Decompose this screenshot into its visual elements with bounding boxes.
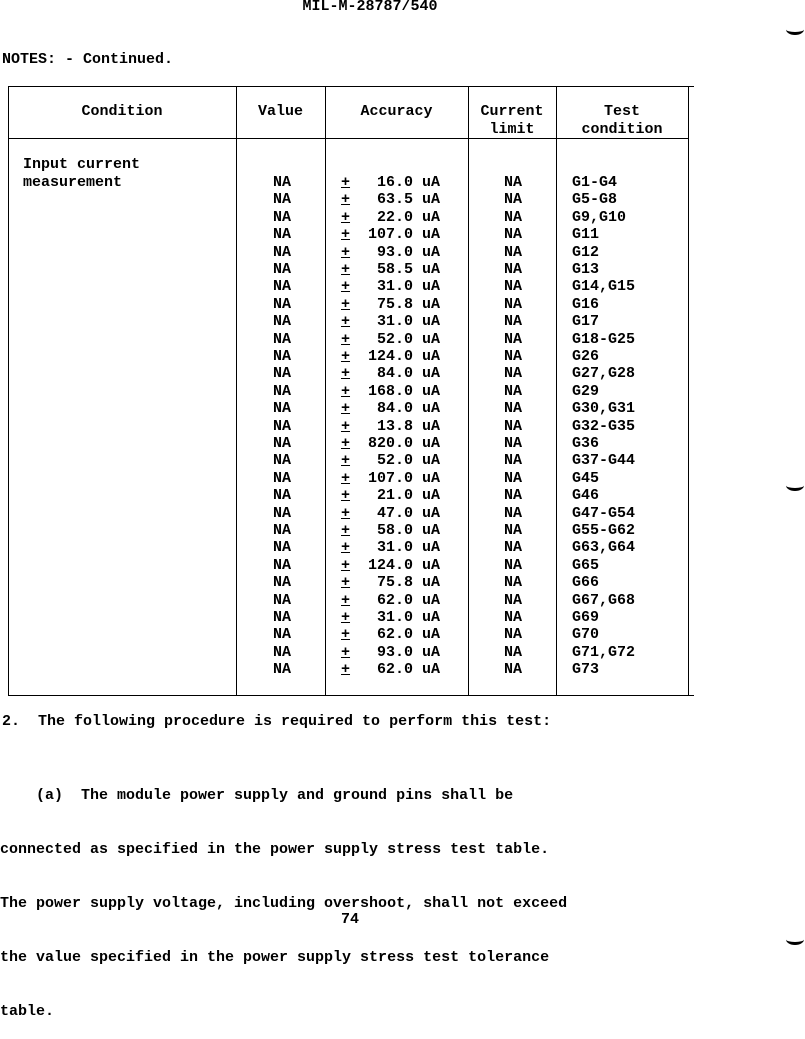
plus-minus-sign: + xyxy=(341,365,351,383)
value-cell: NA xyxy=(272,609,291,626)
current-limit-cell: NA xyxy=(503,574,522,592)
plus-minus-sign: + xyxy=(341,348,351,365)
value-cell: NA xyxy=(272,295,291,313)
accuracy-cell: 124.0 uA xyxy=(367,348,440,365)
test-condition-cell: G13 xyxy=(572,261,600,278)
input-current-table xyxy=(8,86,694,696)
scan-edge-mark xyxy=(786,480,804,491)
current-limit-cell: NA xyxy=(503,174,522,191)
plus-minus-sign: + xyxy=(341,278,351,296)
accuracy-cell: 75.8 uA xyxy=(376,574,440,592)
test-condition-cell: G37-G44 xyxy=(572,452,636,470)
plus-minus-sign: + xyxy=(341,574,351,592)
accuracy-cell: 21.0 uA xyxy=(376,487,440,505)
accuracy-cell: 47.0 uA xyxy=(376,504,440,522)
test-condition-cell: G45 xyxy=(572,469,600,487)
accuracy-cell: 58.0 uA xyxy=(376,522,440,539)
table-row xyxy=(8,174,694,191)
test-condition-cell: G14,G15 xyxy=(572,278,636,296)
table-row xyxy=(8,209,694,226)
value-cell: NA xyxy=(272,348,291,365)
accuracy-cell: 63.5 uA xyxy=(376,191,440,209)
value-cell: NA xyxy=(272,643,291,661)
plus-minus-sign: + xyxy=(341,435,351,452)
current-limit-cell: NA xyxy=(503,208,522,226)
current-limit-cell: NA xyxy=(503,365,522,383)
current-limit-cell: NA xyxy=(503,539,522,557)
accuracy-cell: 107.0 uA xyxy=(367,469,440,487)
table-row xyxy=(8,418,694,435)
current-limit-cell: NA xyxy=(503,417,522,435)
accuracy-cell: 84.0 uA xyxy=(376,365,440,383)
table-row xyxy=(8,574,694,591)
current-limit-cell: NA xyxy=(503,522,522,539)
table-row xyxy=(8,278,694,295)
procedure-intro: 2. The following procedure is required to perform this test: xyxy=(2,713,552,730)
plus-minus-sign: + xyxy=(341,382,351,400)
paragraph-line-4: the value specified in the power supply stress test tolerance xyxy=(0,949,550,966)
table-row xyxy=(8,244,694,261)
table-top-border xyxy=(8,86,694,87)
accuracy-cell: 107.0 uA xyxy=(367,226,440,244)
accuracy-cell: 52.0 uA xyxy=(376,452,440,470)
plus-minus-sign: + xyxy=(341,226,351,244)
plus-minus-sign: + xyxy=(341,539,351,557)
table-bottom-border xyxy=(8,695,694,696)
value-cell: NA xyxy=(272,191,291,209)
current-limit-cell: NA xyxy=(503,348,522,365)
plus-minus-sign: + xyxy=(341,417,351,435)
current-limit-cell: NA xyxy=(503,609,522,626)
paragraph-line-5: table. xyxy=(0,1003,55,1020)
current-limit-cell: NA xyxy=(503,382,522,400)
current-limit-cell: NA xyxy=(503,435,522,452)
plus-minus-sign: + xyxy=(341,609,351,626)
test-condition-cell: G47-G54 xyxy=(572,504,636,522)
value-cell: NA xyxy=(272,243,291,261)
table-row xyxy=(8,626,694,643)
table-row xyxy=(8,609,694,626)
accuracy-cell: 31.0 uA xyxy=(376,609,440,626)
table-row xyxy=(8,505,694,522)
table-row xyxy=(8,348,694,365)
test-condition-cell: G69 xyxy=(572,609,600,626)
plus-minus-sign: + xyxy=(341,469,351,487)
accuracy-cell: 16.0 uA xyxy=(376,174,440,191)
current-limit-cell: NA xyxy=(503,243,522,261)
accuracy-cell: 62.0 uA xyxy=(376,591,440,609)
value-cell: NA xyxy=(272,261,291,278)
current-limit-cell: NA xyxy=(503,330,522,348)
current-limit-cell: NA xyxy=(503,191,522,209)
accuracy-cell: 62.0 uA xyxy=(376,626,440,644)
plus-minus-sign: + xyxy=(341,261,351,278)
value-cell: NA xyxy=(272,539,291,557)
page-number: 74 xyxy=(340,911,359,928)
test-condition-cell: G46 xyxy=(572,487,600,505)
plus-minus-sign: + xyxy=(341,504,351,522)
plus-minus-sign: + xyxy=(341,400,351,418)
value-cell: NA xyxy=(272,626,291,644)
header-condition: Condition xyxy=(81,103,163,120)
header-accuracy: Accuracy xyxy=(360,103,433,120)
table-row xyxy=(8,400,694,417)
table-row xyxy=(8,644,694,661)
test-condition-cell: G70 xyxy=(572,626,600,644)
value-cell: NA xyxy=(272,469,291,487)
current-limit-cell: NA xyxy=(503,556,522,574)
current-limit-cell: NA xyxy=(503,226,522,244)
value-cell: NA xyxy=(272,330,291,348)
test-condition-cell: G9,G10 xyxy=(572,208,627,226)
value-cell: NA xyxy=(272,313,291,331)
test-condition-cell: G18-G25 xyxy=(572,330,636,348)
plus-minus-sign: + xyxy=(341,243,351,261)
value-cell: NA xyxy=(272,208,291,226)
header-test-condition-line2: condition xyxy=(581,121,663,138)
plus-minus-sign: + xyxy=(341,174,351,191)
plus-minus-sign: + xyxy=(341,295,351,313)
notes-heading: NOTES: - Continued. xyxy=(2,51,174,68)
paragraph-line-2: connected as specified in the power supply stress test table. xyxy=(0,841,550,858)
value-cell: NA xyxy=(272,487,291,505)
table-row xyxy=(8,661,694,678)
current-limit-cell: NA xyxy=(503,452,522,470)
plus-minus-sign: + xyxy=(341,556,351,574)
value-cell: NA xyxy=(272,661,291,679)
plus-minus-sign: + xyxy=(341,208,351,226)
value-cell: NA xyxy=(272,417,291,435)
current-limit-cell: NA xyxy=(503,504,522,522)
scan-edge-mark xyxy=(786,934,804,945)
test-condition-cell: G73 xyxy=(572,661,600,679)
current-limit-cell: NA xyxy=(503,487,522,505)
value-cell: NA xyxy=(272,452,291,470)
condition-line-2: measurement xyxy=(23,174,123,191)
table-row xyxy=(8,470,694,487)
plus-minus-sign: + xyxy=(341,330,351,348)
accuracy-cell: 124.0 uA xyxy=(367,556,440,574)
current-limit-cell: NA xyxy=(503,278,522,296)
current-limit-cell: NA xyxy=(503,661,522,679)
accuracy-cell: 93.0 uA xyxy=(376,243,440,261)
accuracy-cell: 93.0 uA xyxy=(376,643,440,661)
plus-minus-sign: + xyxy=(341,487,351,505)
test-condition-cell: G65 xyxy=(572,556,600,574)
plus-minus-sign: + xyxy=(341,191,351,209)
test-condition-cell: G11 xyxy=(572,226,600,244)
procedure-paragraph-a xyxy=(0,751,567,1039)
value-cell: NA xyxy=(272,278,291,296)
table-row xyxy=(8,522,694,539)
current-limit-cell: NA xyxy=(503,469,522,487)
accuracy-cell: 58.5 uA xyxy=(376,261,440,278)
plus-minus-sign: + xyxy=(341,522,351,539)
current-limit-cell: NA xyxy=(503,313,522,331)
document-header: MIL-M-28787/540 xyxy=(302,0,438,15)
accuracy-cell: 31.0 uA xyxy=(376,539,440,557)
value-cell: NA xyxy=(272,504,291,522)
current-limit-cell: NA xyxy=(503,295,522,313)
test-condition-cell: G17 xyxy=(572,313,600,331)
table-row xyxy=(8,487,694,504)
accuracy-cell: 168.0 uA xyxy=(367,382,440,400)
accuracy-cell: 75.8 uA xyxy=(376,295,440,313)
plus-minus-sign: + xyxy=(341,661,351,679)
plus-minus-sign: + xyxy=(341,313,351,331)
value-cell: NA xyxy=(272,400,291,418)
test-condition-cell: G71,G72 xyxy=(572,643,636,661)
condition-line-1: Input current xyxy=(23,156,141,173)
current-limit-cell: NA xyxy=(503,643,522,661)
header-current-limit-line2: limit xyxy=(489,121,535,138)
table-row xyxy=(8,313,694,330)
accuracy-cell: 52.0 uA xyxy=(376,330,440,348)
accuracy-cell: 62.0 uA xyxy=(376,661,440,679)
accuracy-cell: 22.0 uA xyxy=(376,208,440,226)
accuracy-cell: 13.8 uA xyxy=(376,417,440,435)
table-row xyxy=(8,592,694,609)
plus-minus-sign: + xyxy=(341,591,351,609)
accuracy-cell: 31.0 uA xyxy=(376,278,440,296)
test-condition-cell: G29 xyxy=(572,382,600,400)
header-value: Value xyxy=(257,103,303,120)
value-cell: NA xyxy=(272,556,291,574)
table-row xyxy=(8,557,694,574)
accuracy-cell: 820.0 uA xyxy=(367,435,440,452)
test-condition-cell: G16 xyxy=(572,295,600,313)
current-limit-cell: NA xyxy=(503,261,522,278)
value-cell: NA xyxy=(272,365,291,383)
test-condition-cell: G1-G4 xyxy=(572,174,618,191)
test-condition-cell: G30,G31 xyxy=(572,400,636,418)
plus-minus-sign: + xyxy=(341,643,351,661)
value-cell: NA xyxy=(272,574,291,592)
current-limit-cell: NA xyxy=(503,400,522,418)
test-condition-cell: G26 xyxy=(572,348,600,365)
test-condition-cell: G12 xyxy=(572,243,600,261)
table-row xyxy=(8,383,694,400)
test-condition-cell: G67,G68 xyxy=(572,591,636,609)
table-row xyxy=(8,296,694,313)
value-cell: NA xyxy=(272,591,291,609)
value-cell: NA xyxy=(272,522,291,539)
table-row xyxy=(8,261,694,278)
test-condition-cell: G66 xyxy=(572,574,600,592)
paragraph-line-3: The power supply voltage, including overshoot, shall not exceed xyxy=(0,895,568,912)
value-cell: NA xyxy=(272,435,291,452)
header-test-condition-line1: Test xyxy=(603,103,640,120)
table-row xyxy=(8,226,694,243)
test-condition-cell: G32-G35 xyxy=(572,417,636,435)
accuracy-cell: 31.0 uA xyxy=(376,313,440,331)
current-limit-cell: NA xyxy=(503,626,522,644)
test-condition-cell: G55-G62 xyxy=(572,522,636,539)
table-row xyxy=(8,191,694,208)
value-cell: NA xyxy=(272,174,291,191)
test-condition-cell: G63,G64 xyxy=(572,539,636,557)
test-condition-cell: G36 xyxy=(572,435,600,452)
current-limit-cell: NA xyxy=(503,591,522,609)
plus-minus-sign: + xyxy=(341,452,351,470)
value-cell: NA xyxy=(272,382,291,400)
header-current-limit-line1: Current xyxy=(480,103,544,120)
table-row xyxy=(8,452,694,469)
accuracy-cell: 84.0 uA xyxy=(376,400,440,418)
table-row xyxy=(8,539,694,556)
paragraph-line-1: (a) The module power supply and ground pins shall be xyxy=(0,787,514,804)
table-row xyxy=(8,331,694,348)
scan-edge-mark xyxy=(786,24,804,35)
plus-minus-sign: + xyxy=(341,626,351,644)
test-condition-cell: G27,G28 xyxy=(572,365,636,383)
table-row xyxy=(8,365,694,382)
test-condition-cell: G5-G8 xyxy=(572,191,618,209)
value-cell: NA xyxy=(272,226,291,244)
table-row xyxy=(8,435,694,452)
